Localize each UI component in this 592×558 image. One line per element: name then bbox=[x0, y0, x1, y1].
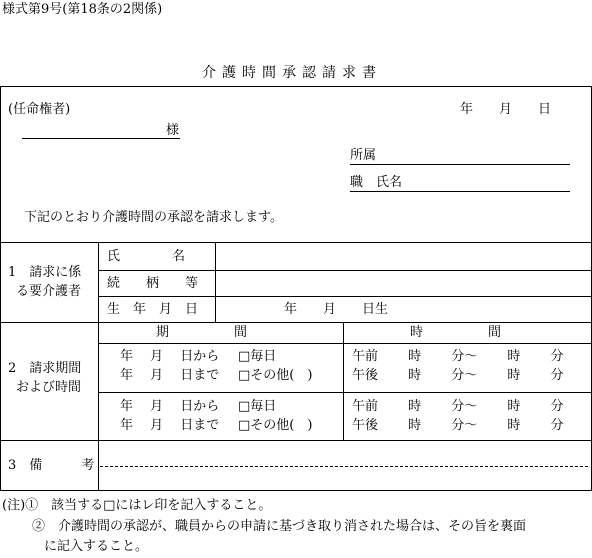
section3-top-line bbox=[0, 440, 592, 441]
relation-label: 続 柄 等 bbox=[107, 276, 199, 291]
frame-top-line bbox=[0, 86, 592, 87]
request-statement: 下記のとおり介護時間の承認を請求します。 bbox=[24, 210, 283, 225]
affiliation-line[interactable] bbox=[350, 164, 570, 165]
row-line-relation bbox=[98, 296, 592, 297]
honorific-sama: 様 bbox=[166, 123, 180, 138]
note-2-line1: ② 介護時間の承認が、職員からの申請に基づき取り消された場合は、その旨を裏面 bbox=[32, 519, 527, 534]
time-am-2[interactable]: 午前 時 分～ 時 分 bbox=[352, 399, 564, 414]
option-daily-checkbox-2[interactable]: □毎日 bbox=[238, 399, 277, 414]
section2-header-line bbox=[98, 343, 592, 344]
birthdate-value[interactable]: 年 月 日生 bbox=[284, 302, 389, 317]
position-name-line[interactable] bbox=[350, 191, 570, 192]
row-line-name bbox=[98, 270, 592, 271]
option-other-checkbox-1[interactable]: □その他( ) bbox=[238, 368, 313, 383]
label-column-line bbox=[98, 242, 99, 490]
name-label: 氏 名 bbox=[107, 249, 186, 264]
remarks-input-line[interactable] bbox=[100, 466, 588, 467]
section2-label-line1: 2 請求期間 bbox=[8, 361, 82, 376]
time-pm-1[interactable]: 午後 時 分～ 時 分 bbox=[352, 368, 564, 383]
section1-top-line bbox=[0, 242, 592, 243]
option-other-checkbox-2[interactable]: □その他( ) bbox=[238, 418, 313, 433]
frame-bottom-line bbox=[0, 490, 592, 491]
note-1: (注)① 該当する□にはレ印を記入すること。 bbox=[2, 498, 272, 513]
position-name-label: 職 氏名 bbox=[350, 175, 403, 190]
affiliation-label: 所属 bbox=[350, 148, 377, 163]
option-daily-checkbox-1[interactable]: □毎日 bbox=[238, 349, 277, 364]
form-number: 様式第9号(第18条の2関係) bbox=[2, 2, 163, 17]
time-pm-2[interactable]: 午後 時 分～ 時 分 bbox=[352, 418, 564, 433]
document-title: 介護時間承認請求書 bbox=[202, 65, 382, 81]
remarks-label: 3 備 考 bbox=[8, 458, 95, 473]
time-header: 時 間 bbox=[410, 325, 502, 340]
period-from-2[interactable]: 年 月 日から bbox=[120, 399, 220, 414]
section1-value-column-line bbox=[215, 242, 216, 322]
date-field[interactable]: 年 月 日 bbox=[460, 102, 552, 117]
section1-label-line2: る要介護者 bbox=[16, 284, 82, 299]
period-header: 期 間 bbox=[156, 325, 248, 340]
birthdate-label: 生 年 月 日 bbox=[107, 302, 199, 317]
period-to-2[interactable]: 年 月 日まで bbox=[120, 418, 220, 433]
appointer-name-line[interactable] bbox=[22, 138, 180, 139]
frame-left-line bbox=[0, 86, 1, 490]
period-to-1[interactable]: 年 月 日まで bbox=[120, 368, 220, 383]
section2-time-column-line bbox=[343, 322, 344, 440]
note-2-line2: に記入すること。 bbox=[44, 539, 149, 554]
section2-top-line bbox=[0, 322, 592, 323]
section2-row-line bbox=[98, 392, 592, 393]
period-from-1[interactable]: 年 月 日から bbox=[120, 349, 220, 364]
time-am-1[interactable]: 午前 時 分～ 時 分 bbox=[352, 349, 564, 364]
appointer-label: (任命権者) bbox=[8, 102, 71, 117]
section1-label-line1: 1 請求に係 bbox=[8, 265, 82, 280]
section2-label-line2: および時間 bbox=[16, 380, 82, 395]
